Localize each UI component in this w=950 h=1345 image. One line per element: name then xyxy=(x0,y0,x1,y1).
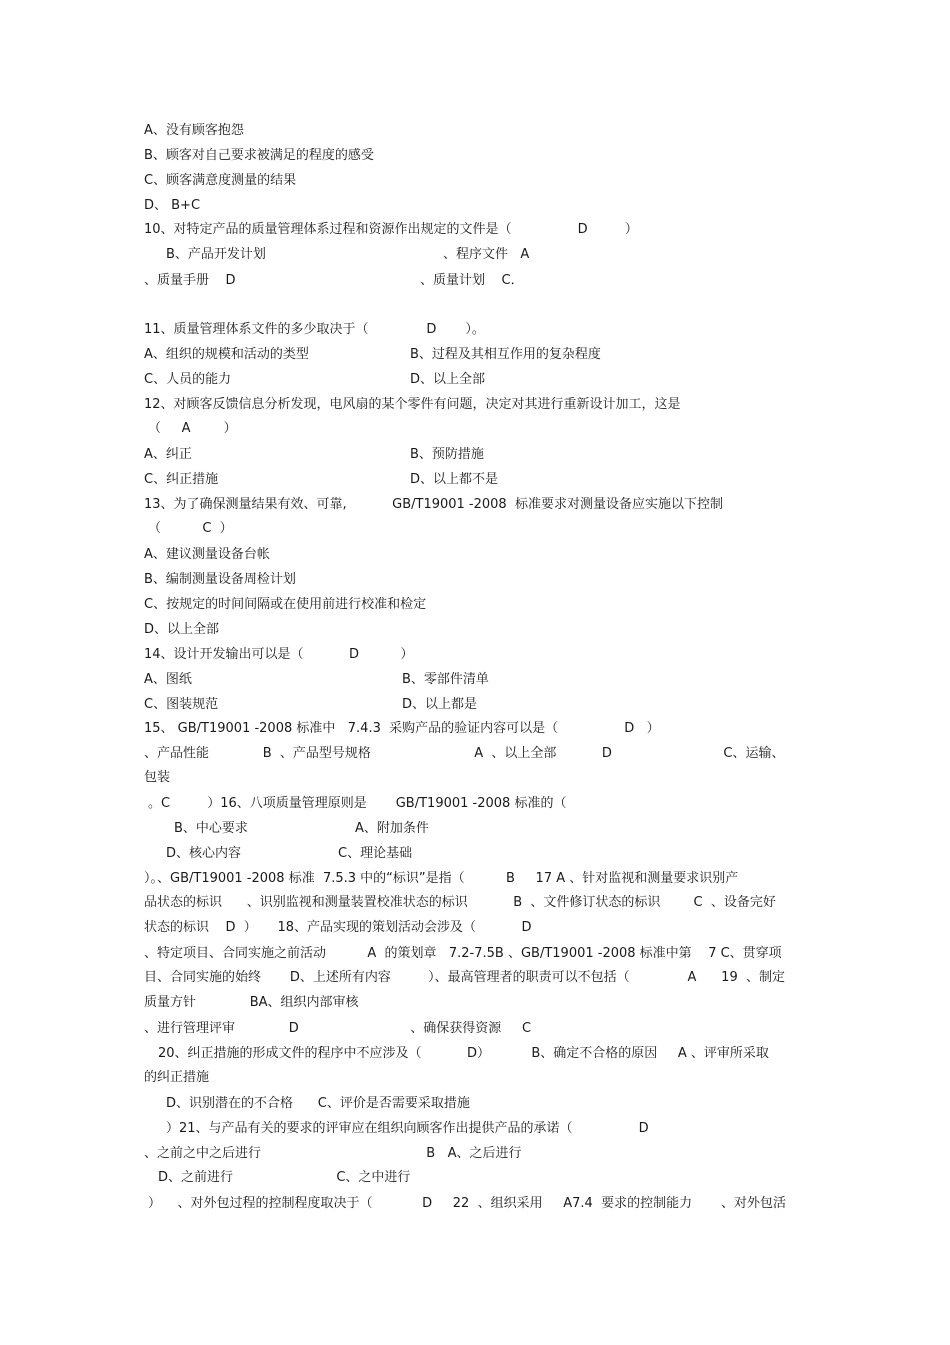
text-line: A、图纸 xyxy=(144,672,192,687)
text-line: B、过程及其相互作用的复杂程度 xyxy=(410,347,601,362)
text-line: B、产品开发计划 xyxy=(166,247,266,262)
text-line: 的纠正措施 xyxy=(144,1070,210,1085)
text-line: 质量方针 BA、组织内部审核 xyxy=(144,995,359,1010)
text-line: ）。、GB/T19001 -2008 标准 7.5.3 中的“标识”是指（ B 17 A 、针对监视和测量要求识别产 xyxy=(144,871,739,886)
text-line: A、纠正 xyxy=(144,447,192,462)
text-line: 、产品性能 B 、产品型号规格 A 、以上全部 D C、运输、 xyxy=(144,746,785,761)
text-line: D、识别潜在的不合格 C、评价是否需要采取措施 xyxy=(166,1096,470,1111)
text-line: 。C ）16、八项质量管理原则是 GB/T19001 -2008 标准的（ xyxy=(148,796,567,811)
text-line: C、理论基础 xyxy=(338,846,413,861)
text-line: A、组织的规模和活动的类型 xyxy=(144,347,309,362)
text-line: 14、设计开发输出可以是（ D ） xyxy=(144,647,414,662)
text-line: D、以上全部 xyxy=(410,372,486,387)
text-line: 10、对特定产品的质量管理体系过程和资源作出规定的文件是（ D ） xyxy=(144,222,638,237)
text-line: A、没有顾客抱怨 xyxy=(144,123,244,138)
text-line: 15、 GB/T19001 -2008 标准中 7.4.3 采购产品的验证内容可以是（ D ） xyxy=(144,721,660,736)
text-line: 、之前之中之后进行 B A、之后进行 xyxy=(144,1146,522,1161)
text-line: D、以上都不是 xyxy=(410,472,499,487)
text-line: （ C ） xyxy=(148,521,233,536)
text-line: 13、为了确保测量结果有效、可靠, GB/T19001 -2008 标准要求对测量设备应实施以下控制 xyxy=(144,497,723,512)
text-line: 目、合同实施的始终 D、上述所有内容 ）、最高管理者的职责可以不包括（ A 19 、制定 xyxy=(144,970,785,985)
text-line: 、进行管理评审 D 、确保获得资源 C xyxy=(144,1021,532,1036)
text-line: C、纠正措施 xyxy=(144,472,219,487)
text-line: D、 B+C xyxy=(144,198,201,213)
text-line: （ A ） xyxy=(148,421,237,436)
text-line: B、中心要求 xyxy=(174,821,248,836)
text-line: D、之前进行 C、之中进行 xyxy=(158,1170,411,1185)
text-line: C、按规定的时间间隔或在使用前进行校准和检定 xyxy=(144,597,427,612)
text-line: B、顾客对自己要求被满足的程度的感受 xyxy=(144,148,374,163)
text-line: B、零部件清单 xyxy=(402,672,489,687)
text-line: 品状态的标识 、识别监视和测量装置校准状态的标识 B 、文件修订状态的标识 C 、设备完好 xyxy=(144,895,776,910)
text-line: B、编制测量设备周检计划 xyxy=(144,572,296,587)
text-line: 包装 xyxy=(144,770,171,785)
text-line: 、质量计划 C． xyxy=(420,273,524,288)
text-line: D、核心内容 xyxy=(166,846,242,861)
text-line: 12、对顾客反馈信息分析发现，电风扇的某个零件有问题，决定对其进行重新设计加工，这是 xyxy=(144,397,681,412)
text-line: ）21、与产品有关的要求的评审应在组织向顾客作出提供产品的承诺（ D xyxy=(166,1121,649,1136)
text-line: C、图装规范 xyxy=(144,697,219,712)
text-line: 状态的标识 D ） 18、产品实现的策划活动会涉及（ D xyxy=(144,920,532,935)
text-line: 、质量手册 D xyxy=(144,273,236,288)
text-line: A、附加条件 xyxy=(355,821,429,836)
text-line: 、特定项目、合同实施之前活动 A 的策划章 7.2-7.5B 、GB/T19001 -2008 标准中第 7 C、贯穿项 xyxy=(144,946,782,961)
text-line: A、建议测量设备台帐 xyxy=(144,547,270,562)
text-line: 、程序文件 A xyxy=(443,247,530,262)
text-line: D、以上都是 xyxy=(402,697,478,712)
text-line: B、预防措施 xyxy=(410,447,484,462)
text-line: 11、质量管理体系文件的多少取决于（ D ）。 xyxy=(144,322,485,337)
text-line: D、以上全部 xyxy=(144,622,220,637)
text-line: ） 、对外包过程的控制程度取决于（ D 22 、组织采用 A7.4 要求的控制能力 、对外包活 xyxy=(148,1196,787,1211)
text-line: C、人员的能力 xyxy=(144,372,232,387)
text-line: C、顾客满意度测量的结果 xyxy=(144,173,297,188)
text-line: 20、纠正措施的形成文件的程序中不应涉及（ D） B、确定不合格的原因 A 、评审所采取 xyxy=(158,1046,769,1061)
